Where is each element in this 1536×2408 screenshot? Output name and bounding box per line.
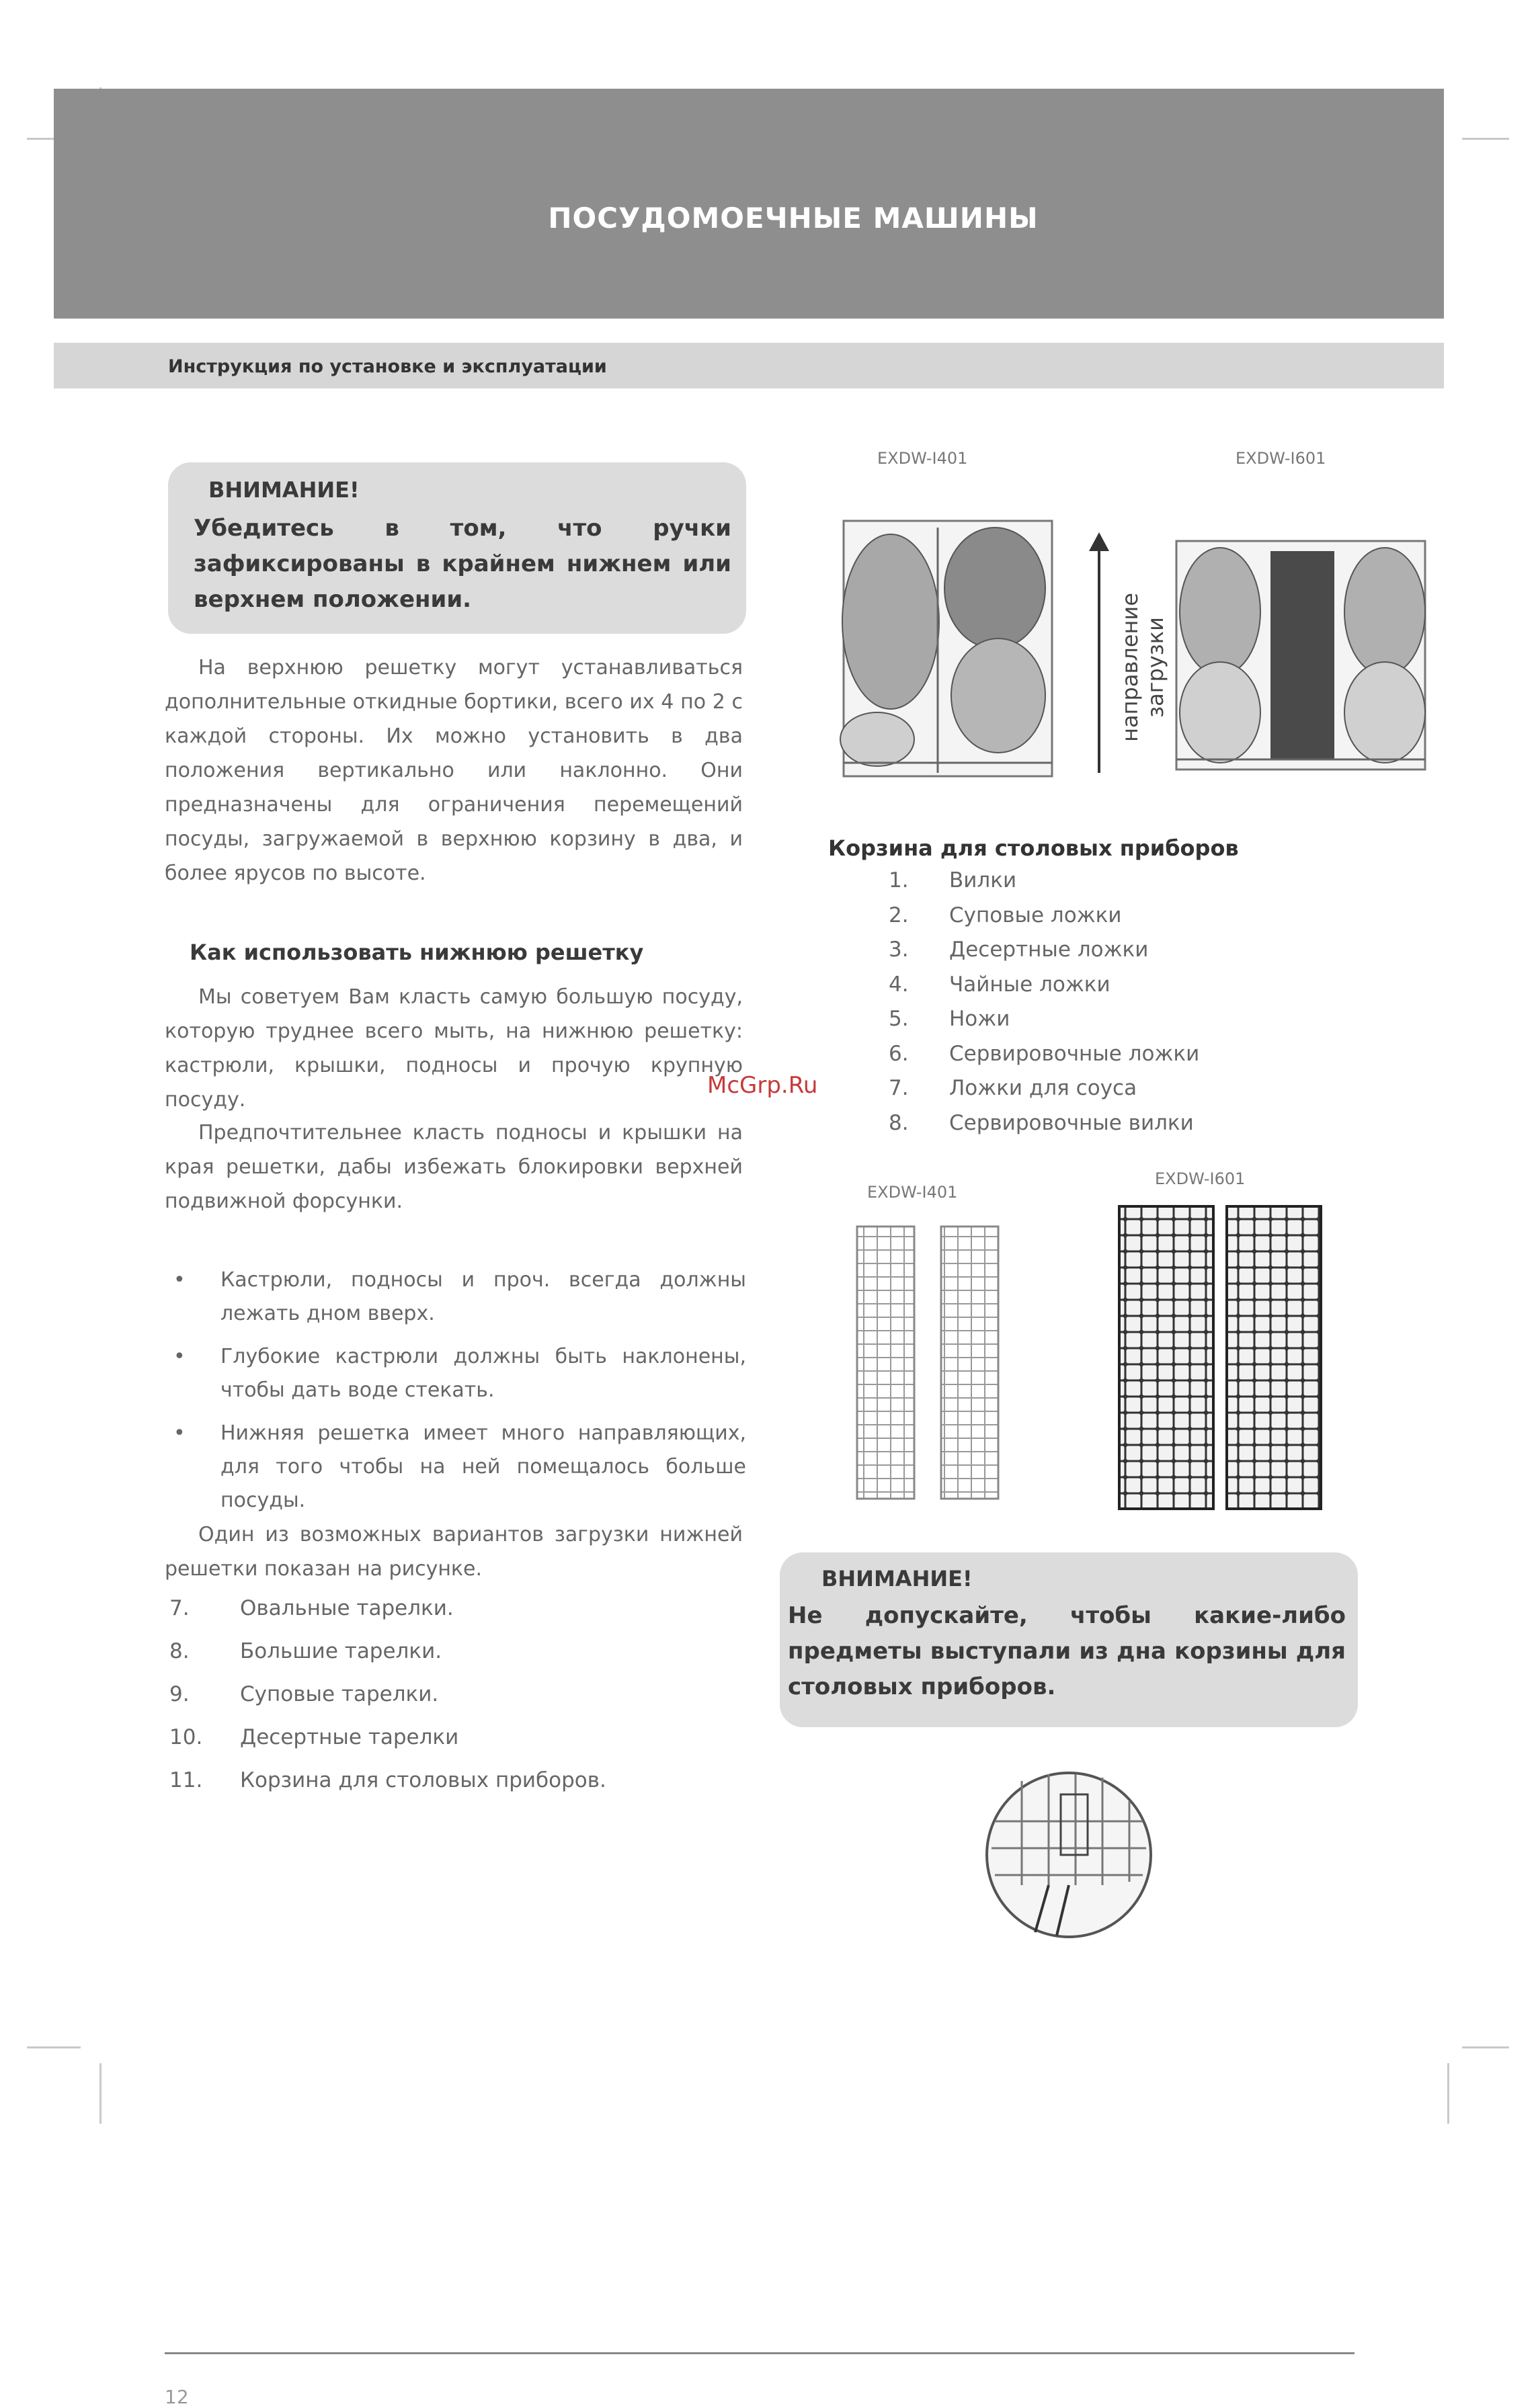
lower-rack-items-list bbox=[169, 1596, 606, 1811]
loading-direction-arrow bbox=[1082, 531, 1116, 780]
loading-direction-label: направление загрузки bbox=[1117, 593, 1168, 742]
bullet-item: • Кастрюли, подносы и проч. всегда должны лежать дном вверх. bbox=[161, 1263, 746, 1331]
crop-mark bbox=[27, 2046, 81, 2048]
basket-model-left: EXDW-I401 bbox=[867, 1183, 958, 1202]
lower-rack-paragraph-3: Один из возможных вариантов загрузки нижней решетки показан на рисунке. bbox=[165, 1523, 743, 1581]
list-item: 8. Большие тарелки. bbox=[169, 1639, 442, 1663]
crop-mark bbox=[1447, 2063, 1449, 2124]
lower-rack-illustration-601 bbox=[1170, 531, 1432, 780]
list-item: 7. Овальные тарелки. bbox=[169, 1596, 454, 1620]
page-number: 12 bbox=[165, 2386, 189, 2408]
list-item: 6. Сервировочные ложки bbox=[889, 1041, 1200, 1066]
cutlery-basket-title: Корзина для столовых приборов bbox=[828, 835, 1239, 861]
list-item: 5. Ножи bbox=[889, 1007, 1010, 1031]
list-item: 8. Сервировочные вилки bbox=[889, 1110, 1194, 1135]
crop-mark bbox=[1462, 138, 1509, 140]
list-item: 3. Десертные ложки bbox=[889, 938, 1149, 962]
bullet-list bbox=[161, 1263, 746, 1527]
crop-mark bbox=[99, 2063, 102, 2124]
warning-box-cutlery bbox=[780, 1552, 1358, 1727]
watermark: McGrp.Ru bbox=[707, 1072, 818, 1099]
figure-model-right: EXDW-I601 bbox=[1236, 449, 1326, 468]
list-item: 9. Суповые тарелки. bbox=[169, 1682, 439, 1706]
footer-rule bbox=[165, 2352, 1355, 2354]
warning-heading: ВНИМАНИЕ! bbox=[208, 477, 360, 503]
lower-rack-paragraph-1: Мы советуем Вам класть самую большую посуду, которую труднее всего мыть, на нижнюю решетку: кастрюли, крышки, подносы и прочую крупную посуду. bbox=[165, 985, 743, 1112]
warning-text: Убедитесь в том, что ручки зафиксированы в крайнем нижнем или верхнем положении. bbox=[194, 515, 731, 613]
warning-heading: ВНИМАНИЕ! bbox=[821, 1566, 973, 1591]
bullet-item: • Нижняя решетка имеет много направляющих, для того чтобы на ней помещалось больше посуды. bbox=[161, 1417, 746, 1518]
lower-rack-illustration-401 bbox=[837, 507, 1059, 796]
basket-detail-circle bbox=[981, 1768, 1156, 1942]
warning-text: Не допускайте, чтобы какие-либо предметы выступали из дна корзины для столовых приборов. bbox=[788, 1602, 1346, 1700]
lower-rack-heading: Как использовать нижнюю решетку bbox=[190, 940, 644, 965]
list-item: 1. Вилки bbox=[889, 868, 1017, 892]
crop-mark bbox=[1462, 2046, 1509, 2048]
list-item: 2. Суповые ложки bbox=[889, 903, 1122, 927]
list-item: 11. Корзина для столовых приборов. bbox=[169, 1768, 606, 1792]
list-item: 4. Чайные ложки bbox=[889, 972, 1110, 997]
cutlery-basket-401 bbox=[850, 1223, 1005, 1505]
cutlery-list bbox=[889, 868, 1199, 1145]
subheader-text: Инструкция по установке и эксплуатации bbox=[168, 356, 607, 377]
upper-rack-paragraph: На верхнюю решетку могут устанавливаться дополнительные откидные бортики, всего их 4 по 2 с каждой стороны. Их можно установить в два положения вертикально или наклонно. Они предназначены для ограничения перемещений посуды, загружаемой в верхнюю корзину в два, и более ярусов по высоте. bbox=[165, 656, 743, 885]
list-item: 10. Десертные тарелки bbox=[169, 1725, 459, 1749]
list-item: 7. Ложки для соуса bbox=[889, 1076, 1137, 1100]
lower-rack-paragraph-2: Предпочтительнее класть подносы и крышки на края решетки, дабы избежать блокировки верхней подвижной форсунки. bbox=[165, 1121, 743, 1213]
figure-model-left: EXDW-I401 bbox=[877, 449, 968, 468]
cutlery-basket-601 bbox=[1109, 1203, 1331, 1512]
basket-model-right: EXDW-I601 bbox=[1155, 1169, 1246, 1188]
bullet-item: • Глубокие кастрюли должны быть наклонены, чтобы дать воде стекать. bbox=[161, 1340, 746, 1407]
page-title: ПОСУДОМОЕЧНЫЕ МАШИНЫ bbox=[548, 202, 1039, 235]
warning-box-handles bbox=[168, 462, 746, 634]
